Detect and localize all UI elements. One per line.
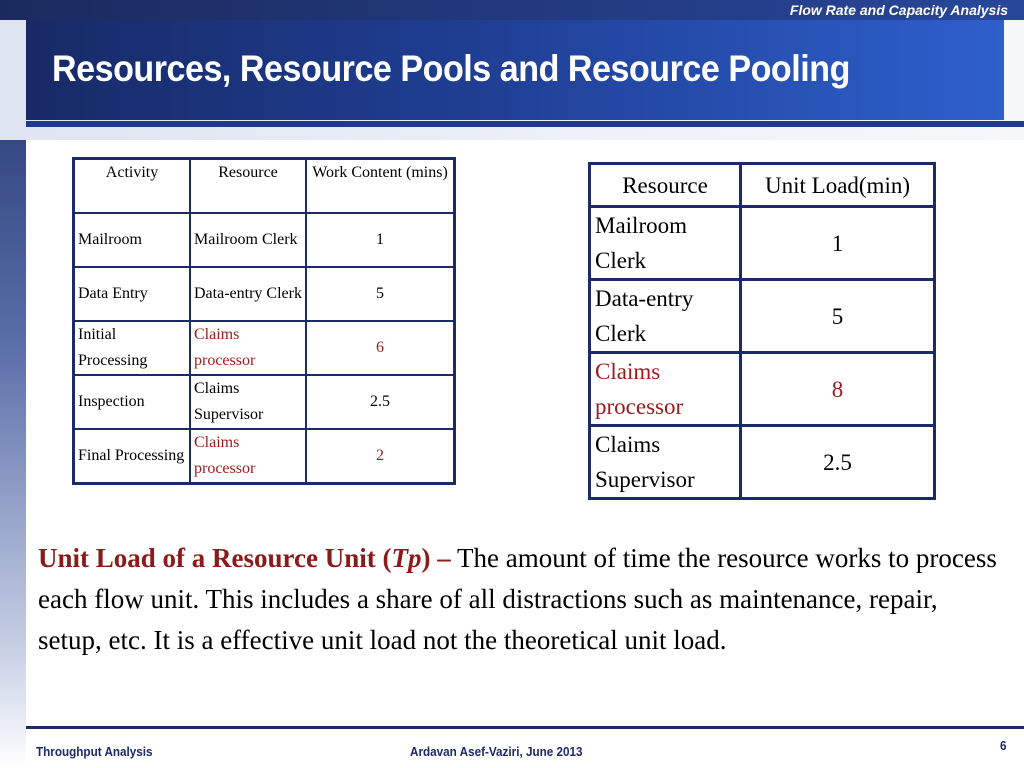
resource-cell: Data-entry Clerk [590, 280, 741, 353]
resource-cell: Claims processor [590, 353, 741, 426]
resource-cell: Claims processor [190, 429, 306, 484]
column-header: Unit Load(min) [741, 164, 935, 207]
footer-divider [26, 726, 1024, 729]
page-number: 6 [1000, 738, 1007, 753]
activity-cell: Final Processing [74, 429, 191, 484]
activity-table [72, 157, 456, 485]
table-header-row [74, 159, 455, 214]
footer-course: Throughput Analysis [36, 744, 153, 759]
column-header: Work Content (mins) [306, 159, 455, 214]
unit-load-table [588, 162, 936, 500]
table-row [590, 207, 935, 280]
work-content-cell: 5 [306, 267, 455, 321]
activity-cell: Data Entry [74, 267, 191, 321]
table-row [74, 213, 455, 267]
activity-cell: Mailroom [74, 213, 191, 267]
resource-cell: Claims processor [190, 321, 306, 375]
resource-cell: Claims Supervisor [590, 426, 741, 499]
definition-text: The amount of time the resource works to process each flow unit. This includes a share of all distractions such as maintenance, repair, setup, etc. It is a effective unit load not the theoretical unit load. [38, 543, 997, 655]
table-row [590, 353, 935, 426]
unit-load-cell: 5 [741, 280, 935, 353]
term-suffix: ) – [421, 543, 451, 573]
work-content-cell: 2.5 [306, 375, 455, 429]
column-header: Activity [74, 159, 191, 214]
unit-load-cell: 2.5 [741, 426, 935, 499]
resource-cell: Data-entry Clerk [190, 267, 306, 321]
work-content-cell: 1 [306, 213, 455, 267]
work-content-cell: 2 [306, 429, 455, 484]
column-header: Resource [190, 159, 306, 214]
resource-cell: Claims Supervisor [190, 375, 306, 429]
footer-author: Ardavan Asef-Vaziri, June 2013 [410, 744, 583, 759]
table-row [74, 267, 455, 321]
definition-term [38, 543, 451, 573]
table-row [74, 429, 455, 484]
section-label: Flow Rate and Capacity Analysis [789, 2, 1008, 18]
page-title: Resources, Resource Pools and Resource Pooling [52, 48, 850, 89]
table-row [590, 426, 935, 499]
resource-cell: Mailroom Clerk [190, 213, 306, 267]
term-symbol: Tp [391, 543, 422, 573]
title-underline [26, 121, 1024, 127]
table-row [74, 321, 455, 375]
column-header: Resource [590, 164, 741, 207]
unit-load-cell: 1 [741, 207, 935, 280]
unit-load-definition [38, 538, 998, 661]
activity-cell: Initial Processing [74, 321, 191, 375]
work-content-cell: 6 [306, 321, 455, 375]
header-strip [0, 0, 1024, 20]
table-row [590, 280, 935, 353]
unit-load-cell: 8 [741, 353, 935, 426]
term-prefix: Unit Load of a Resource Unit ( [38, 543, 392, 573]
table-header-row [590, 164, 935, 207]
resource-cell: Mailroom Clerk [590, 207, 741, 280]
table-row [74, 375, 455, 429]
activity-cell: Inspection [74, 375, 191, 429]
